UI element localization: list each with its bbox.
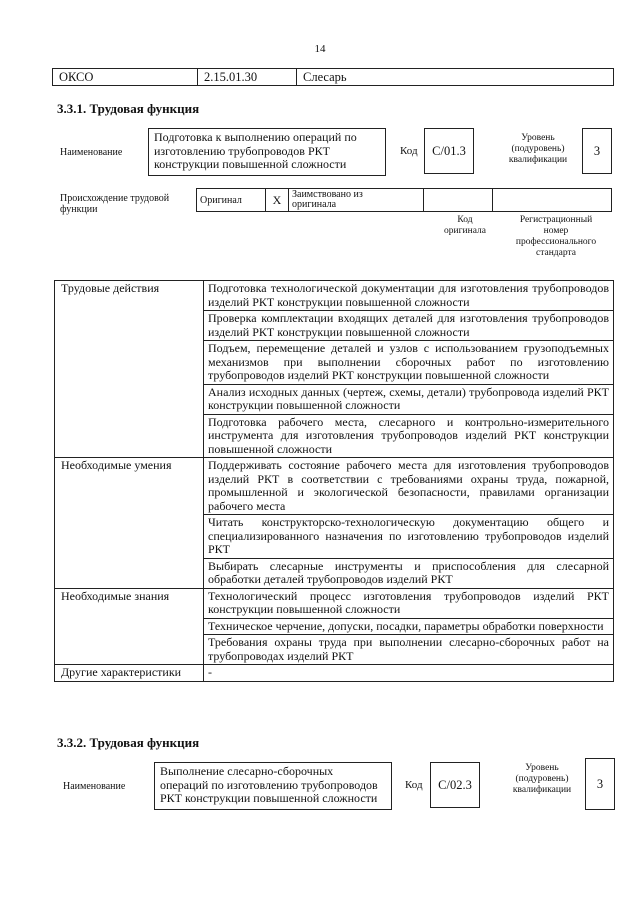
tf2-name-line-3: РКТ конструкции повышенной сложности bbox=[160, 791, 378, 805]
tf2-name-line-1: Выполнение слесарно-сборочных bbox=[160, 764, 334, 778]
table-cell: Анализ исходных данных (чертеж, схемы, детали) трубопровода изделий РКТ конструкции повышенной сложности bbox=[204, 384, 614, 414]
table-row bbox=[55, 281, 614, 311]
table-cell: Проверка комплектации входящих деталей для изготовления трубопроводов изделий РКТ конструкции повышенной сложности bbox=[204, 311, 614, 341]
tf1-origin-line-2: функции bbox=[60, 204, 98, 215]
page-number: 14 bbox=[314, 43, 326, 55]
tf2-level-label-line-2: (подуровень) bbox=[515, 774, 569, 784]
code-original-cell bbox=[424, 189, 493, 212]
reg-number-line-1: Регистрационный bbox=[519, 215, 593, 225]
tf1-origin-label bbox=[60, 193, 169, 215]
tf1-level-label-line-3: квалификации bbox=[508, 155, 568, 165]
category-cell: Необходимые умения bbox=[55, 458, 204, 589]
reg-number-line-3: профессионального bbox=[515, 237, 597, 247]
table-cell: Подъем, перемещение деталей и узлов с использованием грузоподъемных механизмов при выполнении сборочных работ по изготовлению трубопроводов изделий РКТ конструкции повышенной сложности bbox=[204, 341, 614, 385]
tf2-name-line-2: операций по изготовлению трубопроводов bbox=[160, 777, 378, 792]
okso-name: Слесарь bbox=[303, 70, 347, 84]
tf1-level: 3 bbox=[582, 128, 612, 174]
table-cell: Технологический процесс изготовления трубопроводов изделий РКТ конструкции повышенной сложности bbox=[204, 588, 614, 618]
table-row bbox=[55, 458, 614, 515]
table-cell: Требования охраны труда при выполнении слесарно-сборочных работ на трубопроводах изделий РКТ bbox=[204, 635, 614, 665]
table-cell: Техническое черчение, допуски, посадки, параметры обработки поверхности bbox=[204, 618, 614, 635]
tf1-code: C/01.3 bbox=[424, 128, 474, 174]
tf2-level-label-line-3: квалификации bbox=[512, 785, 572, 795]
tf2-level: 3 bbox=[585, 758, 615, 810]
category-cell: Другие характеристики bbox=[55, 665, 204, 682]
okso-code: 2.15.01.30 bbox=[198, 69, 297, 85]
okso-label: ОКСО bbox=[53, 69, 198, 85]
table-cell: Выбирать слесарные инструменты и приспособления для слесарной обработки деталей трубопроводов изделий РКТ bbox=[204, 558, 614, 588]
borrowed-label bbox=[289, 189, 424, 212]
borrowed-line-1: Заимствовано из bbox=[292, 189, 363, 200]
tf1-heading: 3.3.1. Трудовая функция bbox=[57, 101, 200, 116]
tf1-name-line-3: конструкции повышенной сложности bbox=[154, 157, 347, 171]
table-cell: Читать конструкторско-технологическую документацию общего и специализированного назначения по изготовлению трубопроводов изделий РКТ bbox=[204, 515, 614, 559]
tf2-name-box bbox=[154, 762, 392, 810]
table-cell: Поддерживать состояние рабочего места для изготовления трубопроводов изделий РКТ в соответствии с требованиями охраны труда, пожарной, промышленной и экологической безопасности, правилами организации рабочего места bbox=[204, 458, 614, 515]
tf2-level-label bbox=[500, 763, 584, 796]
tf1-code-label: Код bbox=[400, 145, 418, 157]
tf2-heading: 3.3.2. Трудовая функция bbox=[57, 735, 200, 750]
category-cell: Необходимые знания bbox=[55, 588, 204, 665]
origin-table bbox=[196, 188, 612, 212]
tf2-name-label: Наименование bbox=[63, 781, 126, 792]
code-original-line-1: Код bbox=[457, 215, 473, 225]
code-original-caption bbox=[432, 215, 498, 237]
okso-row bbox=[52, 68, 614, 86]
tf2-level-label-line-1: Уровень bbox=[525, 763, 559, 773]
code-original-line-2: оригинала bbox=[444, 226, 486, 236]
tf1-name-line-2: изготовлению трубопроводов РКТ bbox=[154, 143, 330, 158]
tf2-code-label: Код bbox=[405, 779, 423, 791]
table-row bbox=[55, 588, 614, 618]
table-cell: Подготовка рабочего места, слесарного и контрольно-измерительного инструмента для изготовления трубопроводов изделий РКТ конструкции повышенной сложности bbox=[204, 414, 614, 458]
tf1-level-label bbox=[496, 133, 580, 166]
borrowed-line-2: оригинала bbox=[292, 199, 337, 210]
tf1-origin-line-1: Происхождение трудовой bbox=[60, 193, 170, 204]
category-cell: Трудовые действия bbox=[55, 281, 204, 458]
tf1-name-box bbox=[148, 128, 386, 176]
table-row bbox=[55, 665, 614, 682]
reg-number-line-4: стандарта bbox=[536, 248, 576, 258]
tf1-level-label-line-1: Уровень bbox=[521, 133, 555, 143]
reg-number-caption bbox=[500, 215, 612, 259]
original-label: Оригинал bbox=[197, 189, 266, 212]
tf2-code: C/02.3 bbox=[430, 762, 480, 808]
tf1-level-label-line-2: (подуровень) bbox=[511, 144, 565, 154]
table-cell: - bbox=[204, 665, 614, 682]
tf1-name-label: Наименование bbox=[60, 147, 123, 158]
reg-number-line-2: номер bbox=[543, 226, 569, 236]
table-cell: Подготовка технологической документации для изготовления трубопроводов изделий РКТ конструкции повышенной сложности bbox=[204, 281, 614, 311]
original-mark: X bbox=[266, 189, 289, 212]
function-details-table bbox=[54, 280, 614, 682]
tf1-name-line-1: Подготовка к выполнению операций по bbox=[154, 130, 357, 144]
reg-number-cell bbox=[493, 189, 612, 212]
